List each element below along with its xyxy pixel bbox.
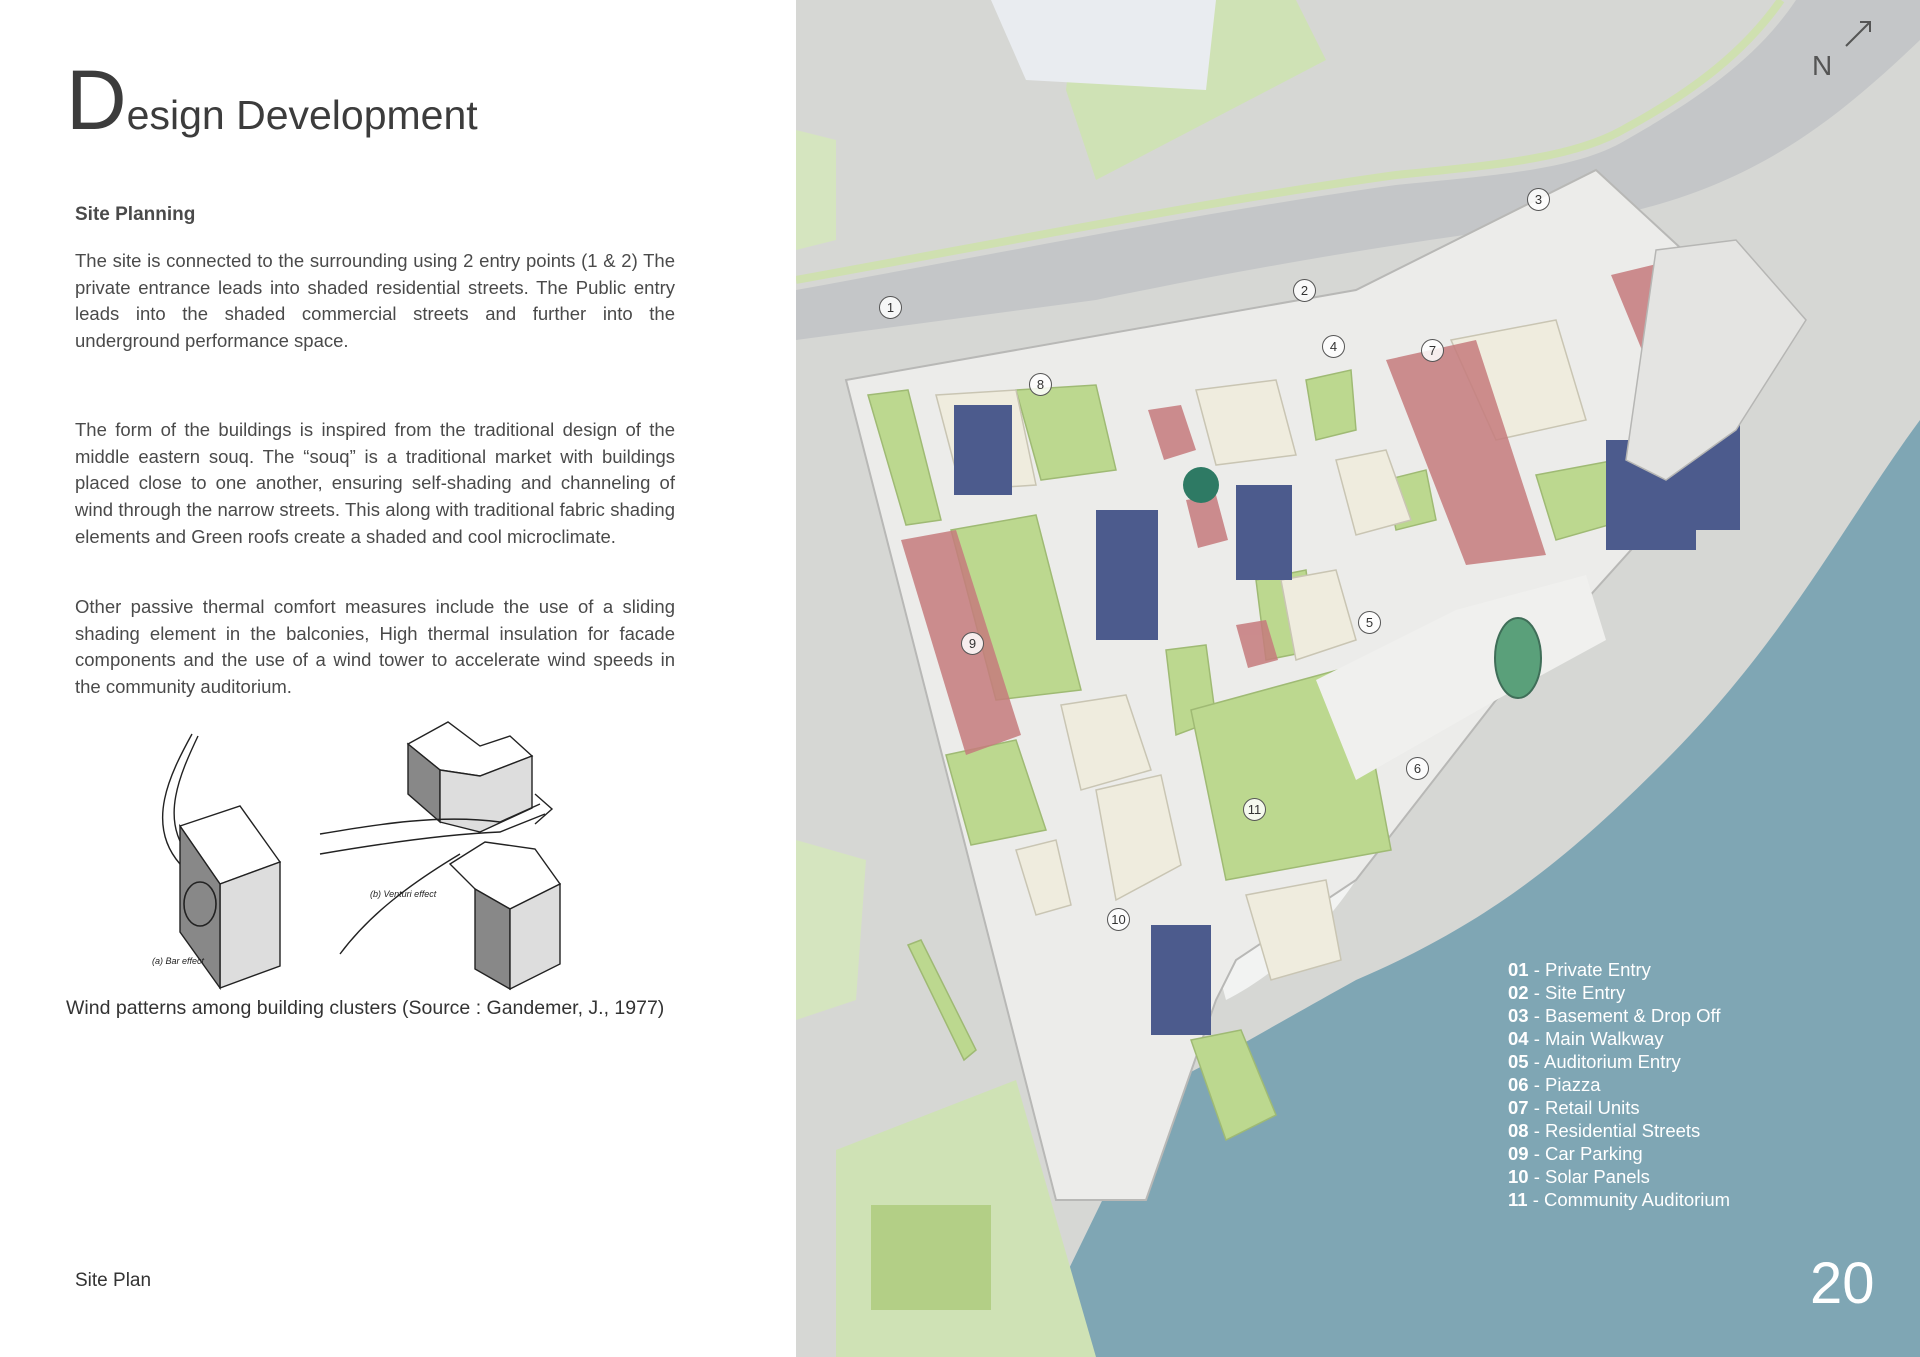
site-plan-label: Site Plan	[75, 1270, 152, 1291]
marker-2: 2	[1293, 279, 1316, 302]
venturi-effect-label: (b) Venturi effect	[370, 889, 437, 899]
legend-item: 07 - Retail Units	[1508, 1097, 1640, 1118]
marker-6: 6	[1406, 757, 1429, 780]
legend-item: 11 - Community Auditorium	[1508, 1189, 1731, 1210]
nw-green	[796, 130, 836, 250]
marker-11: 11	[1243, 798, 1266, 821]
page-title	[66, 53, 478, 147]
marker-9: 9	[961, 632, 984, 655]
legend-item: 02 - Site Entry	[1508, 982, 1626, 1003]
south-square	[871, 1205, 991, 1310]
title-initial: D	[66, 53, 127, 147]
figure-caption: Wind patterns among building clusters (Source : Gandemer, J., 1977)	[66, 997, 665, 1019]
legend-item: 03 - Basement & Drop Off	[1508, 1005, 1721, 1026]
marker-4: 4	[1322, 335, 1345, 358]
north-building	[991, 0, 1216, 90]
legend-item: 09 - Car Parking	[1508, 1143, 1643, 1164]
marker-7: 7	[1421, 339, 1444, 362]
marker-1: 1	[879, 296, 902, 319]
north-arrow	[1812, 50, 1832, 82]
site-plan-panel	[796, 0, 1920, 1357]
legend-item: 06 - Piazza	[1508, 1074, 1601, 1095]
site-plan-map	[796, 0, 1920, 1357]
legend-item: 08 - Residential Streets	[1508, 1120, 1701, 1141]
paragraph-passive-measures: Other passive thermal comfort measures include the use of a sliding shading element in the balconies, High thermal insulation for facade components and the use of a wind tower to accelerate wind speeds in the community auditorium.	[75, 596, 675, 698]
legend-item: 01 - Private Entry	[1508, 959, 1651, 980]
section-heading: Site Planning	[75, 204, 196, 225]
bar-effect-label: (a) Bar effect	[152, 956, 205, 966]
venturi-effect-sketch	[320, 722, 560, 989]
north-label: N	[1812, 50, 1833, 81]
paragraph-souq-form: The form of the buildings is inspired from the traditional design of the middle eastern souq. The “souq” is a traditional market with buildings placed close to one another, ensuring self-shading and channeling of wind through the narrow streets. This along with traditional fabric shading elements and Green roofs create a shaded and cool microclimate.	[75, 419, 675, 547]
site-plan-legend	[1508, 958, 1730, 1211]
page-number: 20	[1810, 1251, 1875, 1316]
marker-3: 3	[1527, 188, 1550, 211]
marker-5: 5	[1358, 611, 1381, 634]
north-arrow-icon	[1842, 16, 1876, 50]
wind-pattern-sketches	[140, 714, 610, 994]
legend-item: 10 - Solar Panels	[1508, 1166, 1650, 1187]
legend-item: 05 - Auditorium Entry	[1508, 1051, 1681, 1072]
title-rest: esign Development	[126, 92, 478, 138]
marker-10: 10	[1107, 908, 1130, 931]
text-panel	[0, 0, 796, 1357]
south-green-1	[796, 840, 866, 1020]
legend-item: 04 - Main Walkway	[1508, 1028, 1664, 1049]
marker-8: 8	[1029, 373, 1052, 396]
pond	[1495, 618, 1541, 698]
courtyard-tree-cluster	[1183, 467, 1219, 503]
bar-effect-sketch	[152, 734, 280, 988]
paragraph-entry-points: The site is connected to the surrounding using 2 entry points (1 & 2) The private entrance leads into shaded residential streets. The Public entry leads into the shaded commercial streets and further into the underground performance space.	[75, 250, 675, 352]
